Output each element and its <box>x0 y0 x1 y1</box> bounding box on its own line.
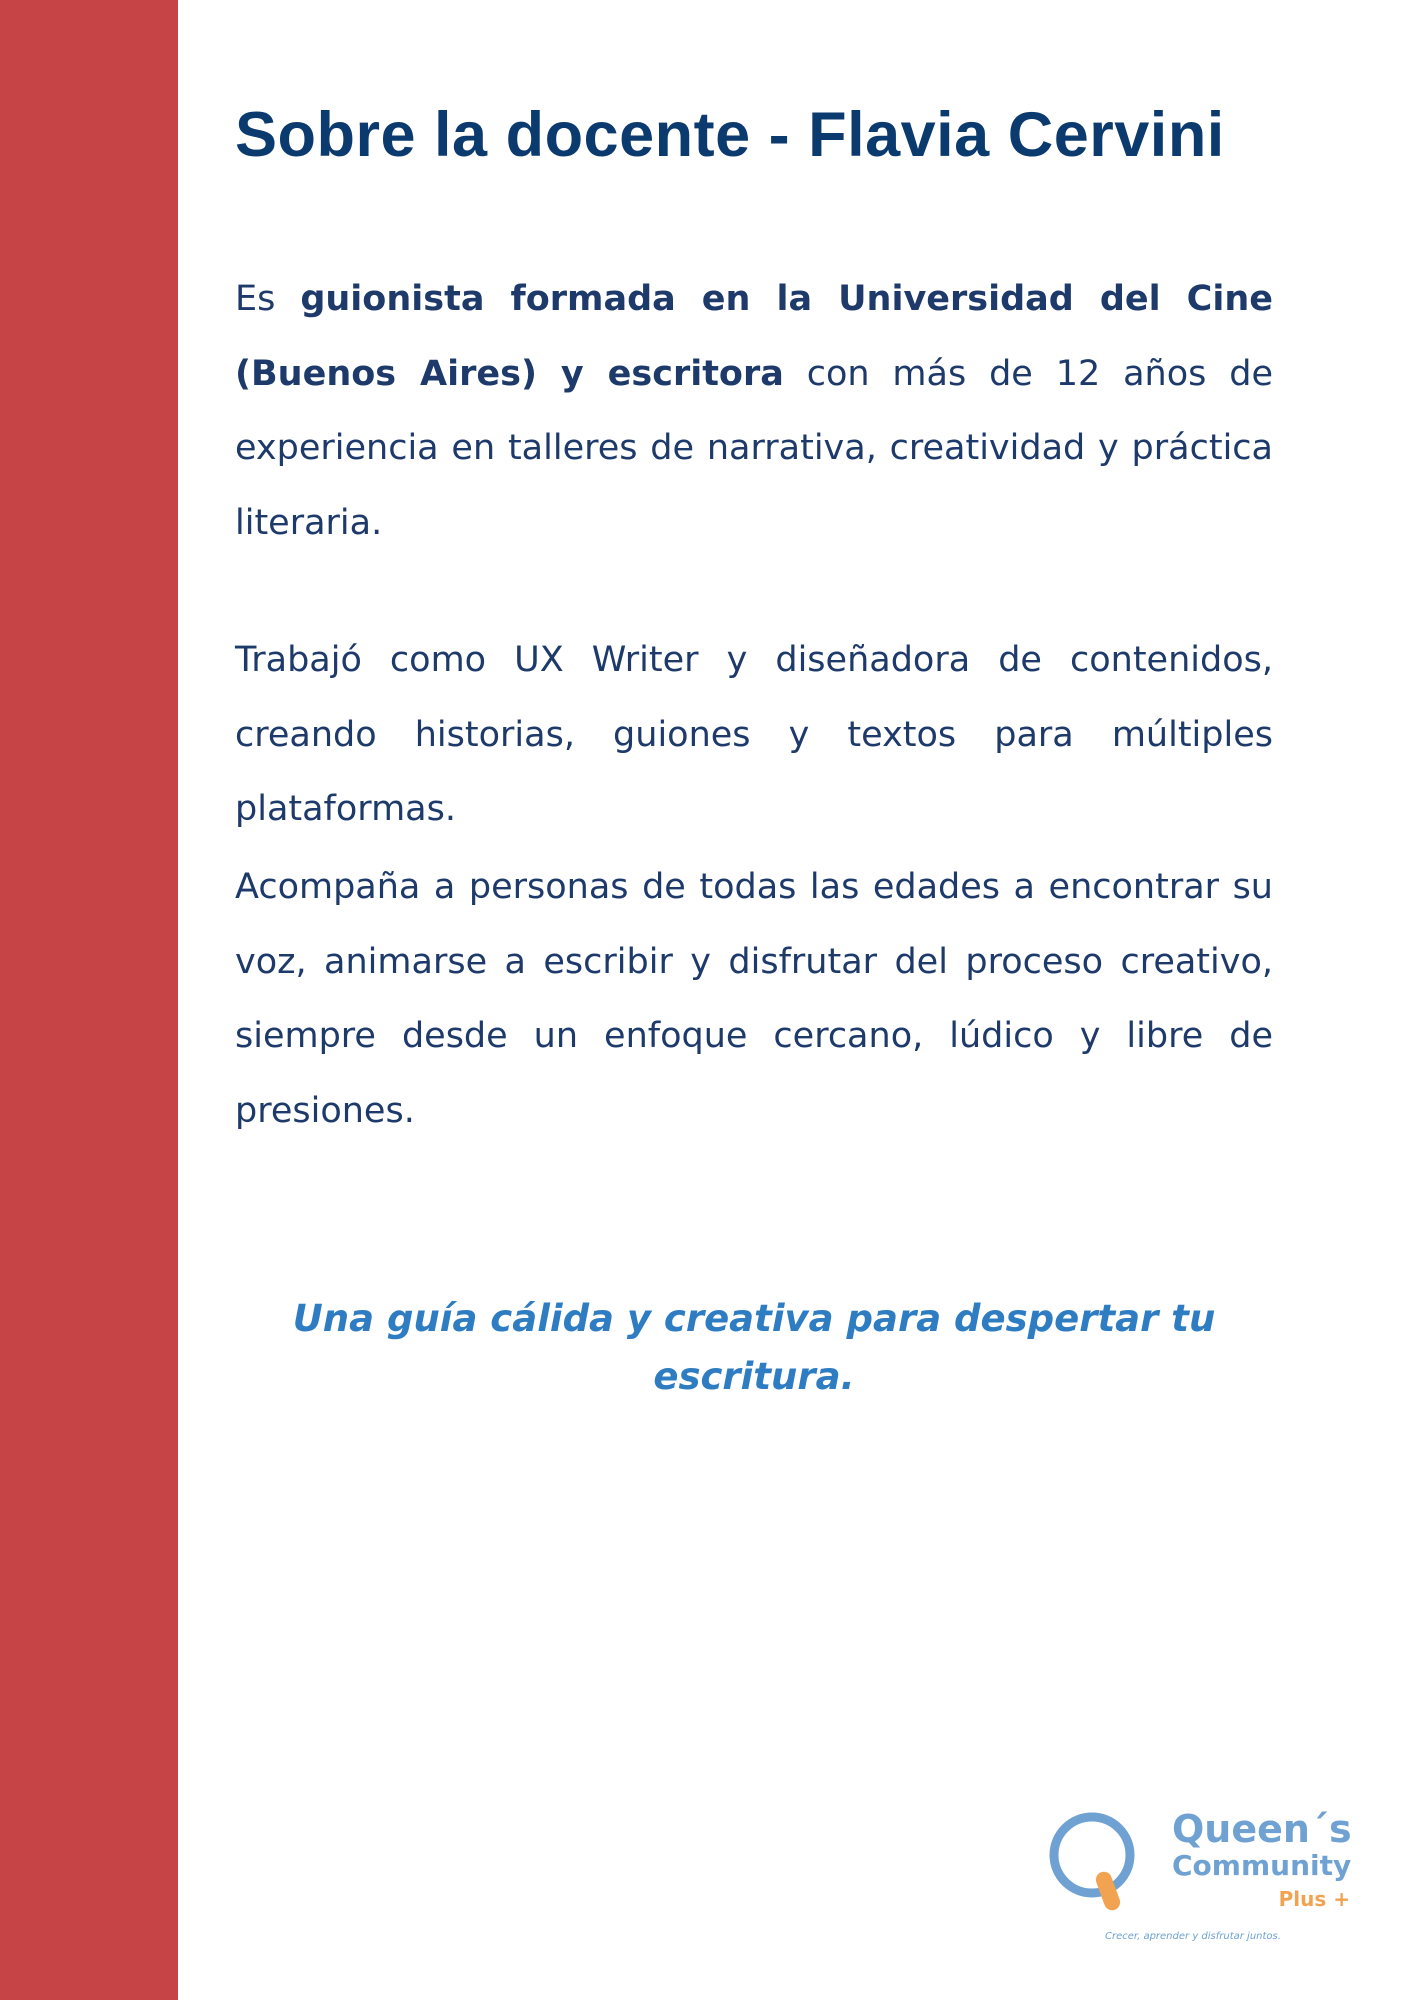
bio-paragraph-3: Acompaña a personas de todas las edades a encontrar su voz, animarse a escribir y disfrutar del proceso creativo, siempre desde un enfoque cercano, lúdico y libre de presiones. <box>235 867 1273 1131</box>
logo-name-line-2: Community <box>1172 1849 1352 1882</box>
logo-name-line-1: Queen´s <box>1172 1807 1352 1851</box>
bio-paragraph-1 <box>235 262 1273 560</box>
queens-community-logo <box>1040 1805 1360 1945</box>
bio-bold-text: guionista formada en la Universidad del Cine (Buenos Aires) y escritora <box>235 279 1273 394</box>
bio-paragraph-2: Trabajó como UX Writer y diseñadora de contenidos, creando historias, guiones y textos para múltiples plataformas. <box>235 640 1273 829</box>
bio-lead-text: Es <box>235 279 301 319</box>
red-side-band <box>0 0 178 2000</box>
page-title: Sobre la docente - Flavia Cervini <box>235 100 1225 170</box>
tagline-line-2: escritura. <box>653 1355 855 1398</box>
tagline-line-1: Una guía cálida y creativa para despertar tu <box>292 1297 1216 1340</box>
q-logo-icon <box>1040 1805 1150 1915</box>
tagline <box>235 1290 1273 1406</box>
logo-slogan: Crecer, aprender y disfrutar juntos. <box>1105 1931 1281 1942</box>
logo-plus-label: Plus + <box>1278 1887 1350 1911</box>
bio-rest-text: con más de 12 años de experiencia en talleres de narrativa, creatividad y práctica literaria. <box>235 353 1273 543</box>
